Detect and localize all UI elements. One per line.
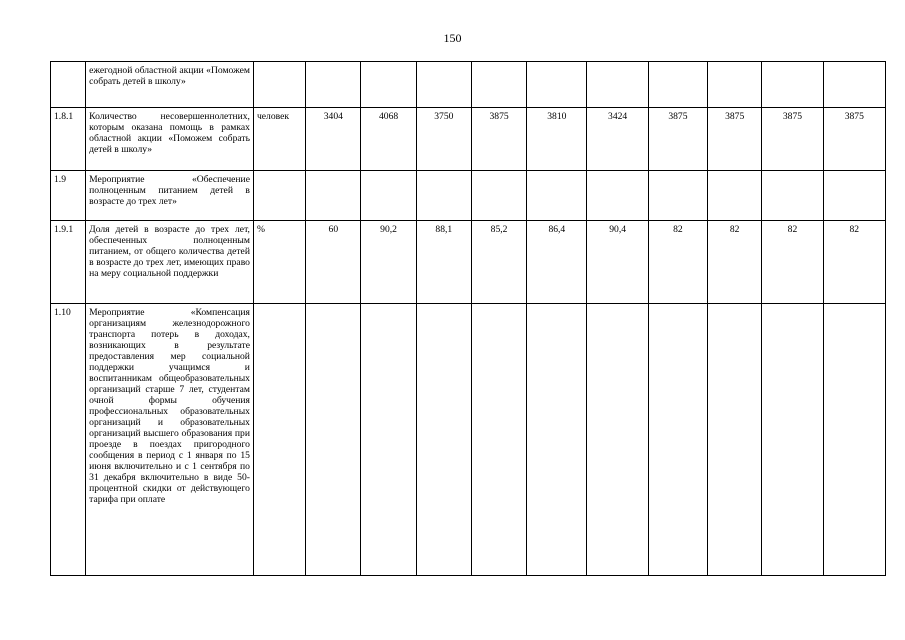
value-cell bbox=[587, 62, 648, 108]
value-cell: 86,4 bbox=[527, 221, 587, 304]
value-cell bbox=[762, 304, 823, 576]
value-cell bbox=[306, 304, 361, 576]
value-cell bbox=[762, 62, 823, 108]
value-cell: 82 bbox=[823, 221, 885, 304]
value-cell bbox=[762, 171, 823, 221]
value-cell: 90,2 bbox=[361, 221, 416, 304]
table-row bbox=[51, 108, 886, 171]
value-cell: 3875 bbox=[823, 108, 885, 171]
value-cell: 82 bbox=[762, 221, 823, 304]
row-description: ежегодной областной акции «Поможем собрать детей в школу» bbox=[86, 62, 254, 108]
value-cell: 85,2 bbox=[471, 221, 526, 304]
value-cell: 3404 bbox=[306, 108, 361, 171]
value-cell: 88,1 bbox=[416, 221, 471, 304]
row-unit bbox=[253, 304, 305, 576]
value-cell bbox=[527, 304, 587, 576]
value-cell bbox=[648, 171, 707, 221]
value-cell: 60 bbox=[306, 221, 361, 304]
value-cell: 4068 bbox=[361, 108, 416, 171]
value-cell bbox=[416, 171, 471, 221]
value-cell bbox=[361, 62, 416, 108]
value-cell: 3875 bbox=[708, 108, 762, 171]
value-cell: 90,4 bbox=[587, 221, 648, 304]
value-cell bbox=[527, 62, 587, 108]
row-unit bbox=[253, 62, 305, 108]
value-cell bbox=[708, 304, 762, 576]
value-cell bbox=[587, 171, 648, 221]
table-row bbox=[51, 304, 886, 576]
row-number: 1.10 bbox=[51, 304, 86, 576]
row-description: Мероприятие «Обеспечение полноценным питанием детей в возрасте до трех лет» bbox=[86, 171, 254, 221]
value-cell bbox=[306, 171, 361, 221]
value-cell: 3875 bbox=[762, 108, 823, 171]
table-row bbox=[51, 171, 886, 221]
value-cell bbox=[471, 62, 526, 108]
value-cell bbox=[416, 62, 471, 108]
value-cell bbox=[416, 304, 471, 576]
value-cell bbox=[823, 304, 885, 576]
row-description: Мероприятие «Компенсация организациям железнодорожного транспорта потерь в доходах, возникающих в результате предоставления мер социальной поддержки учащимся и воспитанникам общеобразовательных организаций старше 7 лет, студентам очной формы обучения профессиональных образовательных организаций и образовательных организаций высшего образования при проезде в поездах пригородного сообщения в период с 1 января по 15 июня включительно и с 1 сентября по 31 декабря включительно в виде 50-процентной скидки от действующего тарифа при оплате bbox=[86, 304, 254, 576]
row-unit: человек bbox=[253, 108, 305, 171]
value-cell bbox=[361, 304, 416, 576]
value-cell bbox=[306, 62, 361, 108]
row-number bbox=[51, 62, 86, 108]
indicator-table bbox=[50, 61, 886, 576]
value-cell: 3750 bbox=[416, 108, 471, 171]
value-cell bbox=[823, 62, 885, 108]
table-row bbox=[51, 221, 886, 304]
row-unit bbox=[253, 171, 305, 221]
value-cell: 3875 bbox=[471, 108, 526, 171]
row-number: 1.9.1 bbox=[51, 221, 86, 304]
page-number: 150 bbox=[443, 31, 462, 45]
value-cell bbox=[527, 171, 587, 221]
value-cell bbox=[823, 171, 885, 221]
row-number: 1.9 bbox=[51, 171, 86, 221]
value-cell bbox=[471, 304, 526, 576]
value-cell bbox=[471, 171, 526, 221]
row-description: Доля детей в возрасте до трех лет, обеспеченных полноценным питанием, от общего количества детей в возрасте до трех лет, имеющих право на меру социальной поддержки bbox=[86, 221, 254, 304]
value-cell: 3875 bbox=[648, 108, 707, 171]
row-unit: % bbox=[253, 221, 305, 304]
value-cell: 3810 bbox=[527, 108, 587, 171]
value-cell bbox=[648, 304, 707, 576]
value-cell: 82 bbox=[648, 221, 707, 304]
value-cell bbox=[708, 171, 762, 221]
value-cell bbox=[708, 62, 762, 108]
value-cell bbox=[361, 171, 416, 221]
value-cell: 3424 bbox=[587, 108, 648, 171]
value-cell bbox=[648, 62, 707, 108]
value-cell bbox=[587, 304, 648, 576]
table-row bbox=[51, 62, 886, 108]
row-number: 1.8.1 bbox=[51, 108, 86, 171]
row-description: Количество несовершеннолетних, которым оказана помощь в рамках областной акции «Поможем собрать детей в школу» bbox=[86, 108, 254, 171]
value-cell: 82 bbox=[708, 221, 762, 304]
